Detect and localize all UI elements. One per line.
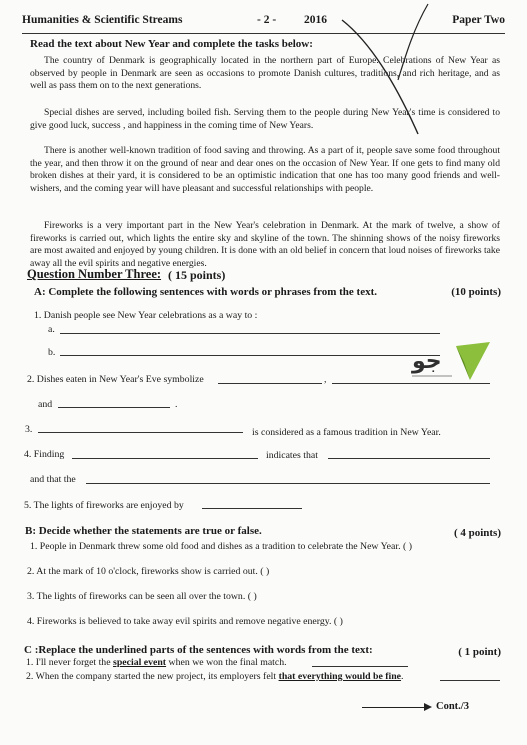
a-question-5: 5. The lights of fireworks are enjoyed by [24, 500, 184, 511]
c-sentence-2 [26, 671, 403, 682]
c-sentence-2-pre: 2. When the company started the new project, its employers felt [26, 671, 279, 682]
c-sentence-1-underlined: special event [113, 657, 167, 668]
a-question-2-comma: , [324, 374, 327, 385]
section-b-points: ( 4 points) [453, 527, 501, 539]
a-question-3-number: 3. [25, 424, 33, 435]
passage-paragraph-3: There is another well-known tradition of food saving and throwing. As a part of it, people save some food throughout the year, and then throw it on the ground of near and dear ones on the occasion of New Year. If one gets to find many old broken dishes at their yard, it is considered to be an optimistic indication that one has too many good friends and well-wishers, and the coming year will have pleasant and successful relationships with people. [30, 145, 500, 194]
answer-blank-1b[interactable] [60, 355, 440, 356]
a-question-2-dot: . [175, 399, 178, 410]
a-question-3-text: is considered as a famous tradition in New Year. [252, 427, 441, 438]
c-sentence-2-post: . [401, 671, 404, 682]
passage-paragraph-4: Fireworks is a very important part in the New Year's celebration in Denmark. At the mark of twelve, a show of fireworks is carried out, which lights the entire sky and skyline of the town. The shinning shows of the noisy fireworks are most awaited and enjoyed by young children. It is done with an old belief in concern that loud noises of fireworks take away all the evil spirits and negative energies. [30, 220, 500, 269]
watermark-logo-icon [406, 340, 494, 384]
c-sentence-1 [26, 657, 287, 668]
pen-slash-mark [340, 2, 450, 142]
a-question-1b-label: b. [48, 347, 56, 358]
passage-paragraph-2: Special dishes are served, including boiled fish. Serving them to the people during New Year's time is considered to give good luck, success , and happiness in the coming time of New Years. [30, 107, 500, 131]
answer-blank-2c[interactable] [58, 407, 170, 408]
c-sentence-2-underlined: that everything would be fine [278, 671, 402, 682]
continue-arrow-line [362, 707, 428, 708]
answer-blank-1a[interactable] [60, 333, 440, 334]
continued-label: Cont./3 [436, 701, 469, 712]
section-a-points: (10 points) [451, 286, 501, 298]
b-statement-2: 2. At the mark of 10 o'clock, fireworks show is carried out. ( ) [27, 566, 270, 577]
answer-blank-4a[interactable] [72, 458, 258, 459]
c-sentence-1-post: when we won the final match. [166, 657, 287, 668]
logo-text: جو [412, 349, 442, 374]
answer-blank-5[interactable] [202, 508, 302, 509]
answer-blank-4c[interactable] [86, 483, 490, 484]
section-c-points: ( 1 point) [458, 646, 501, 658]
a-question-2-and: and [38, 399, 53, 410]
continue-arrow-icon [424, 703, 432, 711]
a-question-4: 4. Finding [24, 449, 65, 460]
reading-instruction: Read the text about New Year and complete the tasks below: [30, 38, 313, 50]
header-paper: Paper Two [452, 14, 505, 26]
header-streams: Humanities & Scientific Streams [22, 14, 183, 26]
a-question-1a-label: a. [48, 324, 55, 335]
b-statement-3: 3. The lights of fireworks can be seen all over the town. ( ) [27, 591, 257, 602]
answer-blank-c2[interactable] [440, 680, 500, 681]
header-year: 2016 [304, 14, 327, 26]
section-a-heading: A: Complete the following sentences with words or phrases from the text. [34, 286, 377, 298]
question-points: ( 15 points) [168, 268, 226, 282]
answer-blank-2a[interactable] [218, 383, 322, 384]
answer-blank-3[interactable] [38, 432, 243, 433]
c-sentence-1-pre: 1. I'll never forget the [26, 657, 114, 668]
b-statement-1: 1. People in Denmark threw some old food and dishes as a tradition to celebrate the New Year. ( ) [30, 541, 412, 552]
a-question-4-and: and that the [30, 474, 76, 485]
a-question-4-mid: indicates that [266, 450, 318, 461]
passage-paragraph-1: The country of Denmark is geographically located in the northern part of Europe. Celebrations of New Year as observed by people in Denmark are seen as occasions to promote Danish cultures, traditions, and rich heritage, and as well as pass them on to the next generations. [30, 55, 500, 92]
answer-blank-c1[interactable] [312, 666, 408, 667]
a-question-1: 1. Danish people see New Year celebrations as a way to : [34, 310, 258, 321]
a-question-2: 2. Dishes eaten in New Year's Eve symbolize [27, 374, 204, 385]
b-statement-4: 4. Fireworks is believed to take away evil spirits and remove negative energy. ( ) [27, 616, 343, 627]
question-title: Question Number Three: [27, 267, 162, 281]
header-page-number: - 2 - [257, 14, 277, 26]
section-b-heading: B: Decide whether the statements are true or false. [25, 525, 262, 537]
section-c-heading: C :Replace the underlined parts of the sentences with words from the text: [24, 644, 373, 656]
answer-blank-4b[interactable] [328, 458, 490, 459]
